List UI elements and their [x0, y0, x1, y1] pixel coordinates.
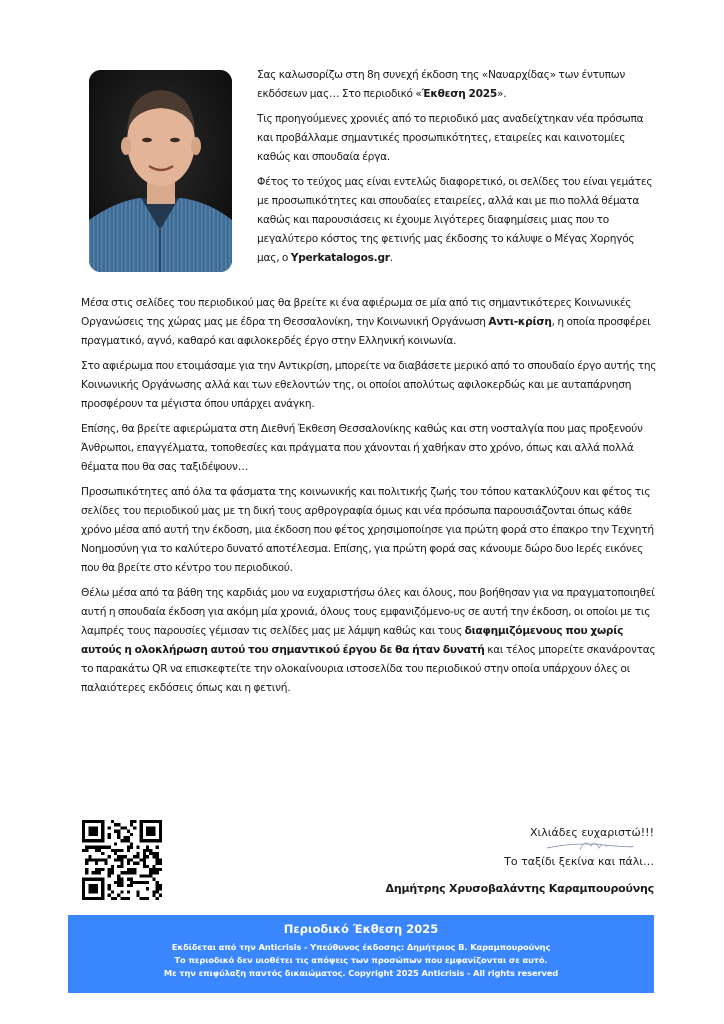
body-text: και τέλος μπορείτε σκανάροντας το παρακάτω QR να επισκεφτείτε την ολοκαίνουρια ιστοσελίδα του περιοδικού στην οποία υπάρχουν όλες οι παλαιότερες εκδόσεις όπως και η φετινή. [81, 644, 656, 694]
intro-paragraph-3 [257, 173, 657, 268]
body-paragraph-7: Προσωπικότητες από όλα τα φάσματα της κοινωνικής και πολιτικής ζωής του τόπου κατακλύζουν και φέτος τις σελίδες του περιοδικού μας με τη δική τους αρθρογραφία όμως και νέα πρόσωπα παρουσιάζονται όπως κάθε χρόνο μέσα από αυτή την έκδοση, μια έκδοση που φέτος χρησιμοποίησε για πρώτη φορά στο έπακρο την Τεχνητή Νοημοσύνη για το καλύτερο δυνατό αποτέλεσμα. Επίσης, για πρώτη φορά σας κάνουμε δώρο δυο Ιερές εικόνες που θα βρείτε στο κέντρο του περιοδικού. [81, 486, 654, 574]
magazine-name: Έκθεση 2025 [421, 88, 498, 100]
footer-copyright-line: Με την επιφύλαξη παντός δικαιώματος. Copyright 2025 Anticrisis - All rights reserved [163, 968, 559, 978]
footer-disclaimer-line: Το περιοδικό δεν υιοθέτει τις απόψεις των προσώπων που εμφανίζονται σε αυτό. [174, 955, 548, 965]
body-text: Θέλω μέσα από τα βάθη της καρδιάς μου να ευχαριστήσω όλες και όλους, που βοήθησαν για να πραγματοποιηθεί αυτή η σπουδαία έκδοση για ακόμη μία χρονιά, όλους τους εμφανιζόμενο-υς σε αυτή την έκδοση, οι οποίοι με τις λαμπρές τους παρουσίες γέμισαν τις σελίδες μας με λάμψη καθώς και τους [81, 587, 655, 637]
sponsor-name: Yperkatalogos.gr [290, 252, 390, 264]
portrait-illustration [89, 70, 232, 272]
intro-paragraph-2: Τις προηγούμενες χρονιές από το περιοδικό μας αναδείχτηκαν νέα πρόσωπα και προβάλλαμε σημαντικές προσωπικότητες, εταιρείες και καινοτομίες καθώς και σπουδαία έργα. [257, 113, 644, 163]
intro-text: . [389, 252, 393, 264]
intro-paragraph-1 [257, 66, 657, 104]
footer-publisher-line: Εκδίδεται από την Anticrisis - Υπεύθυνος έκδοσης: Δημήτριος Β. Καραμπουρούνης [171, 942, 551, 952]
advertisers-thanks: διαφημιζόμενους που χωρίς αυτούς η ολοκλήρωση αυτού του σημαντικού έργου δε θα ήταν δυνατή [81, 625, 624, 656]
body-text: Μέσα στις σελίδες του περιοδικού μας θα βρείτε κι ένα αφιέρωμα σε μία από τις σημαντικότερες Κοινωνικές Οργανώσεις της χώρας μας με έδρα τη Θεσσαλονίκη, την Κοινωνική Οργάνωση [81, 297, 632, 328]
intro-text: ». [497, 88, 507, 100]
organization-name: Αντι-κρίση [488, 316, 552, 328]
thanks-line: Χιλιάδες ευχαριστώ!!! [529, 826, 654, 839]
body-paragraph-6: Επίσης, θα βρείτε αφιερώματα στη Διεθνή Έκθεση Θεσσαλονίκης καθώς και στη νοσταλγία που μας προξενούν Άνθρωποι, επαγγέλματα, τοποθεσίες και πράγματα που χάνονται ή χαθήκαν στο χρόνο, όπως και αλλά πολλά θέματα που θα σας ταξιδέψουν… [81, 423, 643, 473]
author-name: Δημήτρης Χρυσοβαλάντης Καραμπουρούνης [385, 882, 654, 895]
main-column [81, 294, 661, 704]
body-paragraph-4 [81, 294, 661, 351]
journey-line: Το ταξίδι ξεκίνα και πάλι… [504, 855, 654, 868]
intro-text: Σας καλωσορίζω στη 8η συνεχή έκδοση της «Ναυαρχίδας» των έντυπων εκδόσεων μας… Στο περιοδικό « [257, 69, 626, 100]
signature-mark [545, 836, 635, 854]
intro-text: Φέτος το τεύχος μας είναι εντελώς διαφορετικό, οι σελίδες του είναι γεμάτες με προσωπικότητες και σπουδαίες εταιρείες, αλλά και με πιο πολλά θέματα καθώς και παρουσιάσεις κι έχουμε λιγότερες διαφημίσεις μιας που το μεγαλύτερο κόστος της φετινής μας έκδοσης το κάλυψε ο Μέγας Χορηγός μας, ο [257, 176, 653, 264]
body-paragraph-5: Στο αφιέρωμα που ετοιμάσαμε για την Αντικρίση, μπορείτε να διαβάσετε μερικό από το σπουδαίο έργο αυτής της Κοινωνικής Οργάνωσης αλλά και των εθελοντών της, οι οποίοι απολύτως αφιλοκερδώς και με αυταπάρνηση προσφέρουν τα μέγιστα όπου υπάρχει ανάγκη. [81, 360, 657, 410]
footer-banner [68, 915, 654, 993]
qr-code-graphic [82, 820, 162, 900]
intro-column [257, 66, 657, 274]
footer-title: Περιοδικό Έκθεση 2025 [283, 922, 439, 936]
body-text: , η οποία προσφέρει πραγματικό, αγνό, καθαρό και αφιλοκερδές έργο στην Ελληνική κοινωνία. [81, 316, 651, 347]
portrait-photo [89, 70, 232, 272]
body-paragraph-8 [81, 584, 661, 698]
qr-code-icon[interactable] [82, 820, 162, 900]
